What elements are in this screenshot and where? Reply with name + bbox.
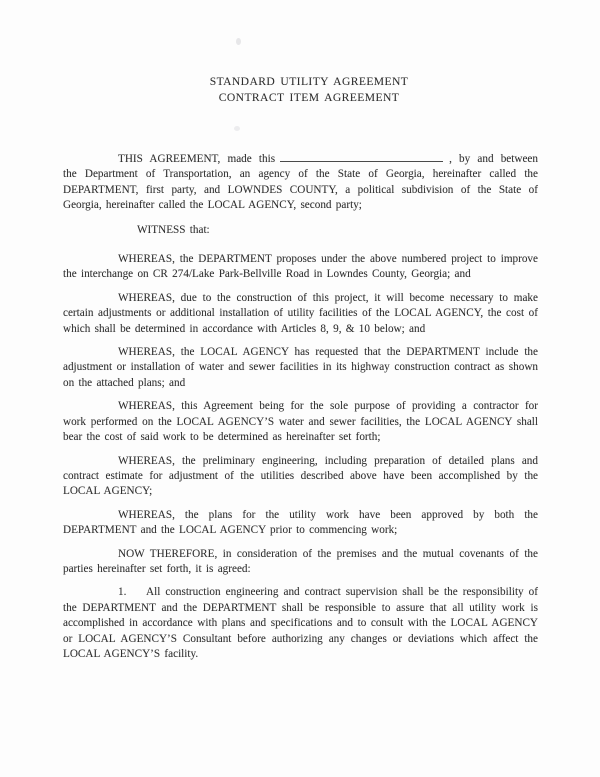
- date-blank-line: [280, 159, 443, 162]
- witness-line: WITNESS that:: [137, 223, 210, 236]
- item-text: All construction engineering and contract supervision shall be the responsibility of the DEPARTMENT and the DEPARTMENT shall be responsible to assure that all utility work is accomplished in accordance with plans and specifications and to consult with the LOCAL AGENCY or LOCAL AGENCY’S Consultant before authorizing any changes or deviations which affect the LOCAL AGENCY’S facility.: [63, 586, 538, 660]
- opening-text-after-blank: , by and between the Department of Transportation, an agency of the State of Georgia, hereinafter called the DEPARTMENT, first party, and LOWNDES COUNTY, a political subdivision of the State of Georgia, hereinafter called the LOCAL AGENCY, second party;: [63, 153, 538, 212]
- whereas-paragraph-5: WHEREAS, the preliminary engineering, including preparation of detailed plans and contract estimate for adjustment of the utilities described above have been accomplished by the LOCAL AGENCY;: [63, 454, 538, 498]
- title-line-contract-item-agreement: CONTRACT ITEM AGREEMENT: [218, 91, 400, 104]
- title-line-standard-utility-agreement: STANDARD UTILITY AGREEMENT: [209, 75, 409, 88]
- document-title-block: [0, 74, 600, 106]
- whereas-paragraph-3: WHEREAS, the LOCAL AGENCY has requested that the DEPARTMENT include the adjustment or installation of water and sewer facilities in its highway construction contract as shown on the attached plans; and: [63, 346, 538, 389]
- now-therefore-paragraph: NOW THEREFORE, in consideration of the premises and the mutual covenants of the parties hereinafter set forth, it is agreed:: [63, 547, 538, 575]
- document-body: [63, 152, 538, 662]
- numbered-item-1: [63, 585, 538, 662]
- scan-artifact: [234, 126, 240, 131]
- item-number: 1.: [118, 586, 127, 599]
- scan-artifact: [236, 38, 241, 45]
- opening-paragraph: [63, 152, 538, 214]
- whereas-paragraph-4: WHEREAS, this Agreement being for the sole purpose of providing a contractor for work performed on the LOCAL AGENCY’S water and sewer facilities, the LOCAL AGENCY shall bear the cost of said work to be determined as hereinafter set forth;: [63, 400, 538, 444]
- opening-text-before-blank: THIS AGREEMENT, made this: [118, 153, 276, 165]
- whereas-paragraph-1: WHEREAS, the DEPARTMENT proposes under the above numbered project to improve the interchange on CR 274/Lake Park-Bellville Road in Lowndes County, Georgia; and: [63, 253, 538, 281]
- whereas-paragraph-2: WHEREAS, due to the construction of this project, it will become necessary to make certain adjustments or additional installation of utility facilities of the LOCAL AGENCY, the cost of which shall be determined in accordance with Articles 8, 9, & 10 below; and: [63, 291, 538, 335]
- whereas-paragraph-6: WHEREAS, the plans for the utility work have been approved by both the DEPARTMENT and the LOCAL AGENCY prior to commencing work;: [63, 508, 538, 537]
